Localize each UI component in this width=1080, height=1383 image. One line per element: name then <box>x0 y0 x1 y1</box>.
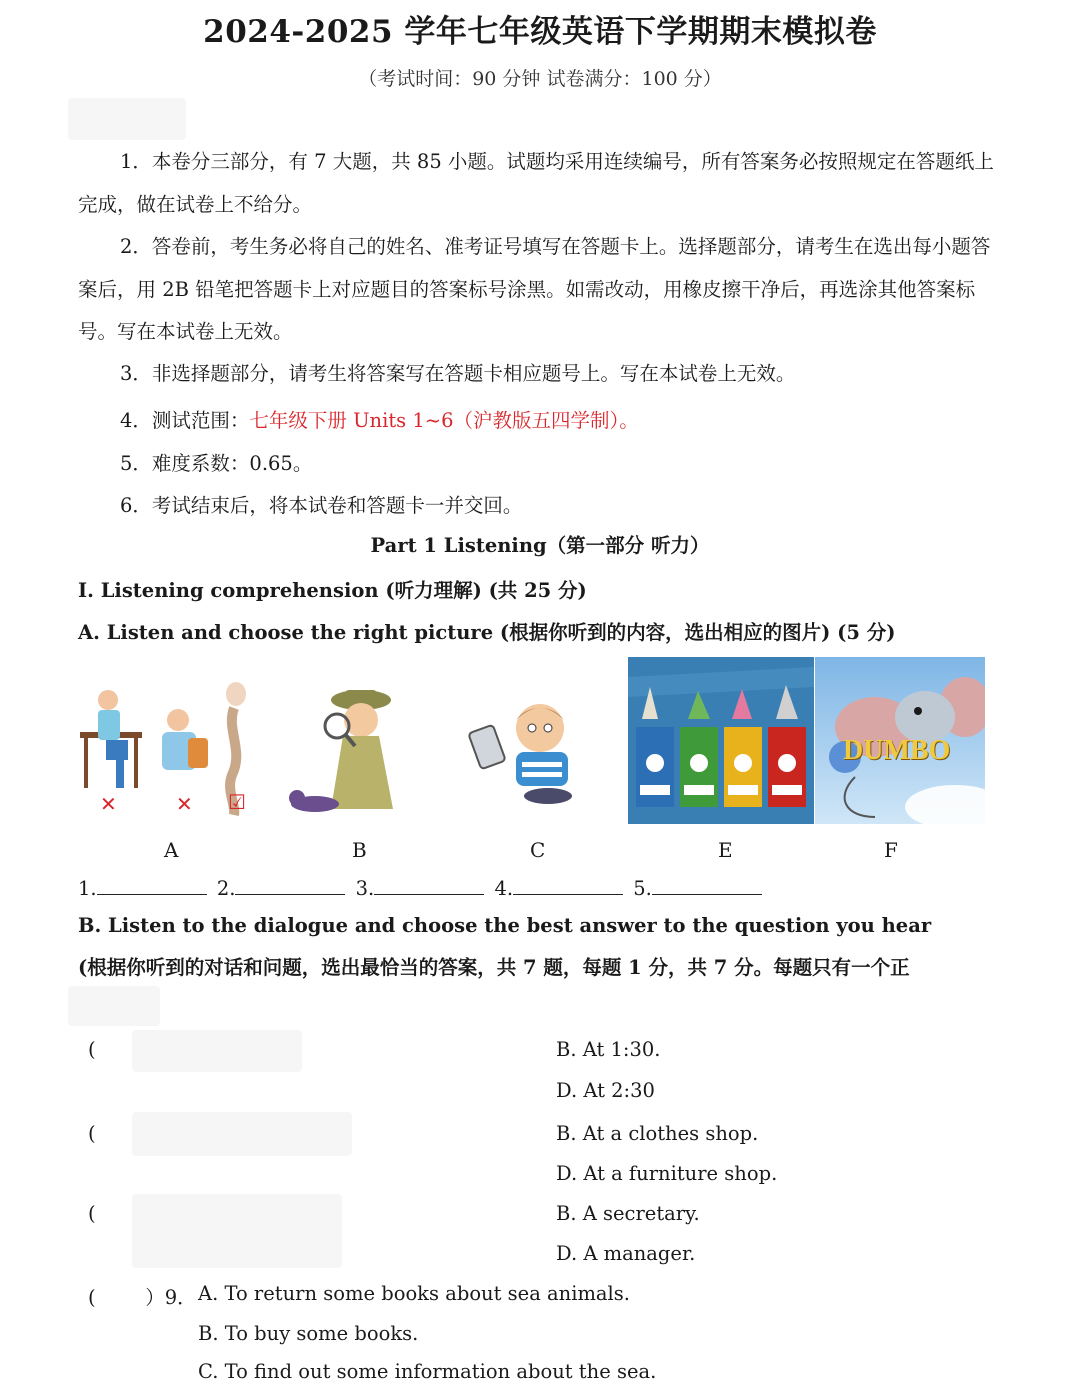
option-b[interactable]: B. At 1:30. <box>556 1038 661 1061</box>
section-heading: I. Listening comprehension (听力理解) (共 25 分) <box>78 579 587 602</box>
option-b[interactable]: B. To buy some books. <box>198 1322 419 1345</box>
option-d[interactable]: D. At a furniture shop. <box>556 1162 778 1185</box>
picture-label-c: C <box>530 838 546 862</box>
option-a[interactable]: A. To return some books about sea animals. <box>198 1282 630 1305</box>
dumbo-elephant-icon <box>815 657 985 824</box>
instruction-1: 1．本卷分三部分，有 7 大题，共 85 小题。试题均采用连续编号，所有答案务必按照规定在答题纸上完成，做在试卷上不给分。 <box>78 150 994 216</box>
section-b-instructions: (根据你听到的对话和问题，选出最恰当的答案，共 7 题，每题 1 分，共 7 分。每题只有一个正 <box>78 956 910 979</box>
answer-blank-2[interactable] <box>235 876 345 895</box>
picture-label-f: F <box>884 838 898 862</box>
page-title: 2024-2025 学年七年级英语下学期期末模拟卷 <box>203 14 877 50</box>
question-paren: ( <box>88 1122 96 1145</box>
detective-icon <box>285 684 435 824</box>
question-paren: ( <box>88 1038 96 1061</box>
question-paren: ( <box>88 1202 96 1225</box>
answer-blanks <box>78 876 766 900</box>
picture-label-e: E <box>718 838 733 862</box>
blank-label: 4. <box>494 877 514 900</box>
check-icon: ☑ <box>228 790 246 814</box>
test-scope: 七年级下册 Units 1~6（沪教版五四学制）。 <box>249 409 639 432</box>
blank-label: 2. <box>216 877 236 900</box>
cross-icon: ✕ <box>176 792 193 816</box>
picture-label-a: A <box>164 838 179 862</box>
exam-info: （考试时间：90 分钟 试卷满分：100 分） <box>358 68 722 90</box>
cross-icon: ✕ <box>100 792 117 816</box>
blank-label: 1. <box>78 877 97 900</box>
picture-label-b: B <box>352 838 367 862</box>
redacted-area <box>132 1194 342 1268</box>
answer-blank-5[interactable] <box>652 876 762 895</box>
instruction-4 <box>120 405 639 433</box>
redacted-area <box>132 1030 302 1072</box>
phone-boy-icon <box>468 692 593 807</box>
section-b-heading: B. Listen to the dialogue and choose the best answer to the question you hear <box>78 914 932 937</box>
instruction-2: 2．答卷前，考生务必将自己的姓名、准考证号填写在答题卡上。选择题部分，请考生在选出每小题答案后，用 2B 铅笔把答题卡上对应题目的答案标号涂黑。如需改动，用橡皮擦干净后，再选涂其他答案标号。写在本试卷上无效。 <box>78 235 991 343</box>
question-9-number: ( ）9． <box>88 1286 197 1309</box>
blank-label: 5. <box>633 877 652 900</box>
option-b[interactable]: B. A secretary. <box>556 1202 700 1225</box>
option-c[interactable]: C. To find out some information about the sea. <box>198 1360 657 1383</box>
recycling-bins-icon <box>628 657 814 824</box>
section-a-heading: A. Listen and choose the right picture (根据你听到的内容，选出相应的图片) (5 分) <box>78 621 896 644</box>
answer-blank-1[interactable] <box>97 876 207 895</box>
option-d[interactable]: D. At 2:30 <box>556 1079 655 1102</box>
option-b[interactable]: B. At a clothes shop. <box>556 1122 759 1145</box>
dumbo-text: DUMBO <box>843 735 951 766</box>
answer-blank-3[interactable] <box>374 876 484 895</box>
blank-label: 3. <box>355 877 375 900</box>
instruction-5: 5．难度系数：0.65。 <box>120 452 313 475</box>
instruction-6: 6．考试结束后，将本试卷和答题卡一并交回。 <box>120 494 523 517</box>
redacted-area <box>68 986 160 1026</box>
posture-icon <box>76 680 266 820</box>
instruction-4-prefix: 4．测试范围： <box>120 409 250 432</box>
instruction-3: 3．非选择题部分，请考生将答案写在答题卡相应题号上。写在本试卷上无效。 <box>120 362 796 385</box>
answer-blank-4[interactable] <box>513 876 623 895</box>
redacted-area <box>68 98 186 140</box>
part1-title: Part 1 Listening（第一部分 听力） <box>370 534 710 557</box>
option-d[interactable]: D. A manager. <box>556 1242 696 1265</box>
redacted-area <box>132 1112 352 1156</box>
